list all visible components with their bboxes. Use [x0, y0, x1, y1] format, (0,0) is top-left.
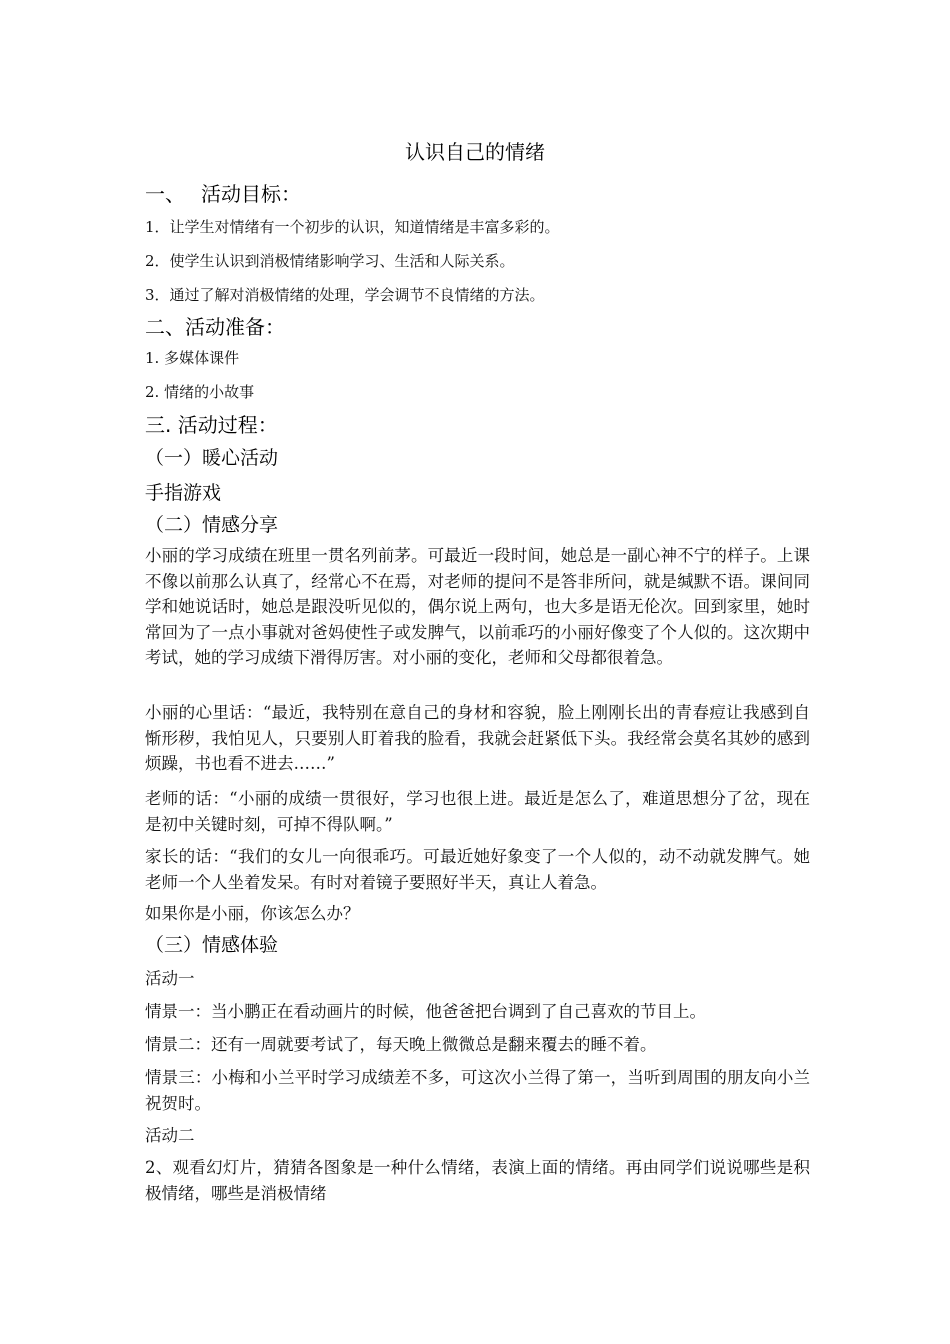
activity-2-label: 活动二 — [145, 1126, 195, 1145]
section-3-heading: 三. 活动过程： — [145, 413, 278, 437]
scene-1: 情景一：当小鹏正在看动画片的时候，他爸爸把台调到了自己喜欢的节目上。 — [145, 1002, 706, 1021]
goal-item-1: 1．让学生对情绪有一个初步的认识，知道情绪是丰富多彩的。 — [145, 218, 560, 236]
section-1-title: 活动目标： — [201, 182, 301, 206]
parent-words: 家长的话：“我们的女儿一向很乖巧。可最近她好象变了一个人似的，动不动就发脾气。她老师一个人坐着发呆。有时对着镜子要照好半天，真让人着急。 — [145, 847, 810, 892]
section-1-heading — [145, 180, 301, 208]
section-2-heading: 二、活动准备： — [145, 315, 285, 339]
subsection-2-heading: （二）情感分享 — [145, 514, 279, 536]
question-text: 如果你是小丽，你该怎么办？ — [145, 904, 360, 923]
scene-3: 情景三：小梅和小兰平时学习成绩差不多，可这次小兰得了第一，当听到周围的朋友向小兰祝贺时。 — [145, 1068, 810, 1113]
subsection-1-heading: （一）暖心活动 — [145, 447, 279, 469]
prep-item-2: 2. 情绪的小故事 — [145, 383, 255, 401]
finger-game-text: 手指游戏 — [145, 482, 222, 504]
story-paragraph: 小丽的学习成绩在班里一贯名列前茅。可最近一段时间，她总是一副心神不宁的样子。上课不像以前那么认真了，经常心不在焉，对老师的提问不是答非所问，就是缄默不语。课间同学和她说话时，她总是跟没听见似的，偶尔说上两句，也大多是语无伦次。回到家里，她时常回为了一点小事就对爸妈使性子或发脾气，以前乖巧的小丽好像变了个人似的。这次期中考试，她的学习成绩下滑得厉害。对小丽的变化，老师和父母都很着急。 — [145, 546, 810, 667]
document-title: 认识自己的情绪 — [405, 140, 545, 164]
section-1-number: 一、 — [145, 182, 185, 206]
subsection-3-heading: （三）情感体验 — [145, 934, 279, 956]
goal-item-3: 3．通过了解对消极情绪的处理，学会调节不良情绪的方法。 — [145, 286, 545, 304]
prep-item-1: 1. 多媒体课件 — [145, 349, 240, 367]
activity-1-label: 活动一 — [145, 969, 195, 988]
xiaoli-heart-words: 小丽的心里话：“最近，我特别在意自己的身材和容貌，脸上刚刚长出的青春痘让我感到自惭形秽，我怕见人，只要别人盯着我的脸看，我就会赶紧低下头。我经常会莫名其妙的感到烦躁，书也看不进去……” — [145, 703, 810, 773]
activity-2-item: 2、观看幻灯片，猜猜各图象是一种什么情绪，表演上面的情绪。再由同学们说说哪些是积极情绪，哪些是消极情绪 — [145, 1158, 810, 1203]
goal-item-2: 2．使学生认识到消极情绪影响学习、生活和人际关系。 — [145, 252, 515, 270]
scene-2: 情景二：还有一周就要考试了，每天晚上微微总是翻来覆去的睡不着。 — [145, 1035, 657, 1054]
teacher-words: 老师的话：“小丽的成绩一贯很好，学习也很上进。最近是怎么了，难道思想分了岔，现在是初中关键时刻，可掉不得队啊。” — [145, 789, 810, 834]
